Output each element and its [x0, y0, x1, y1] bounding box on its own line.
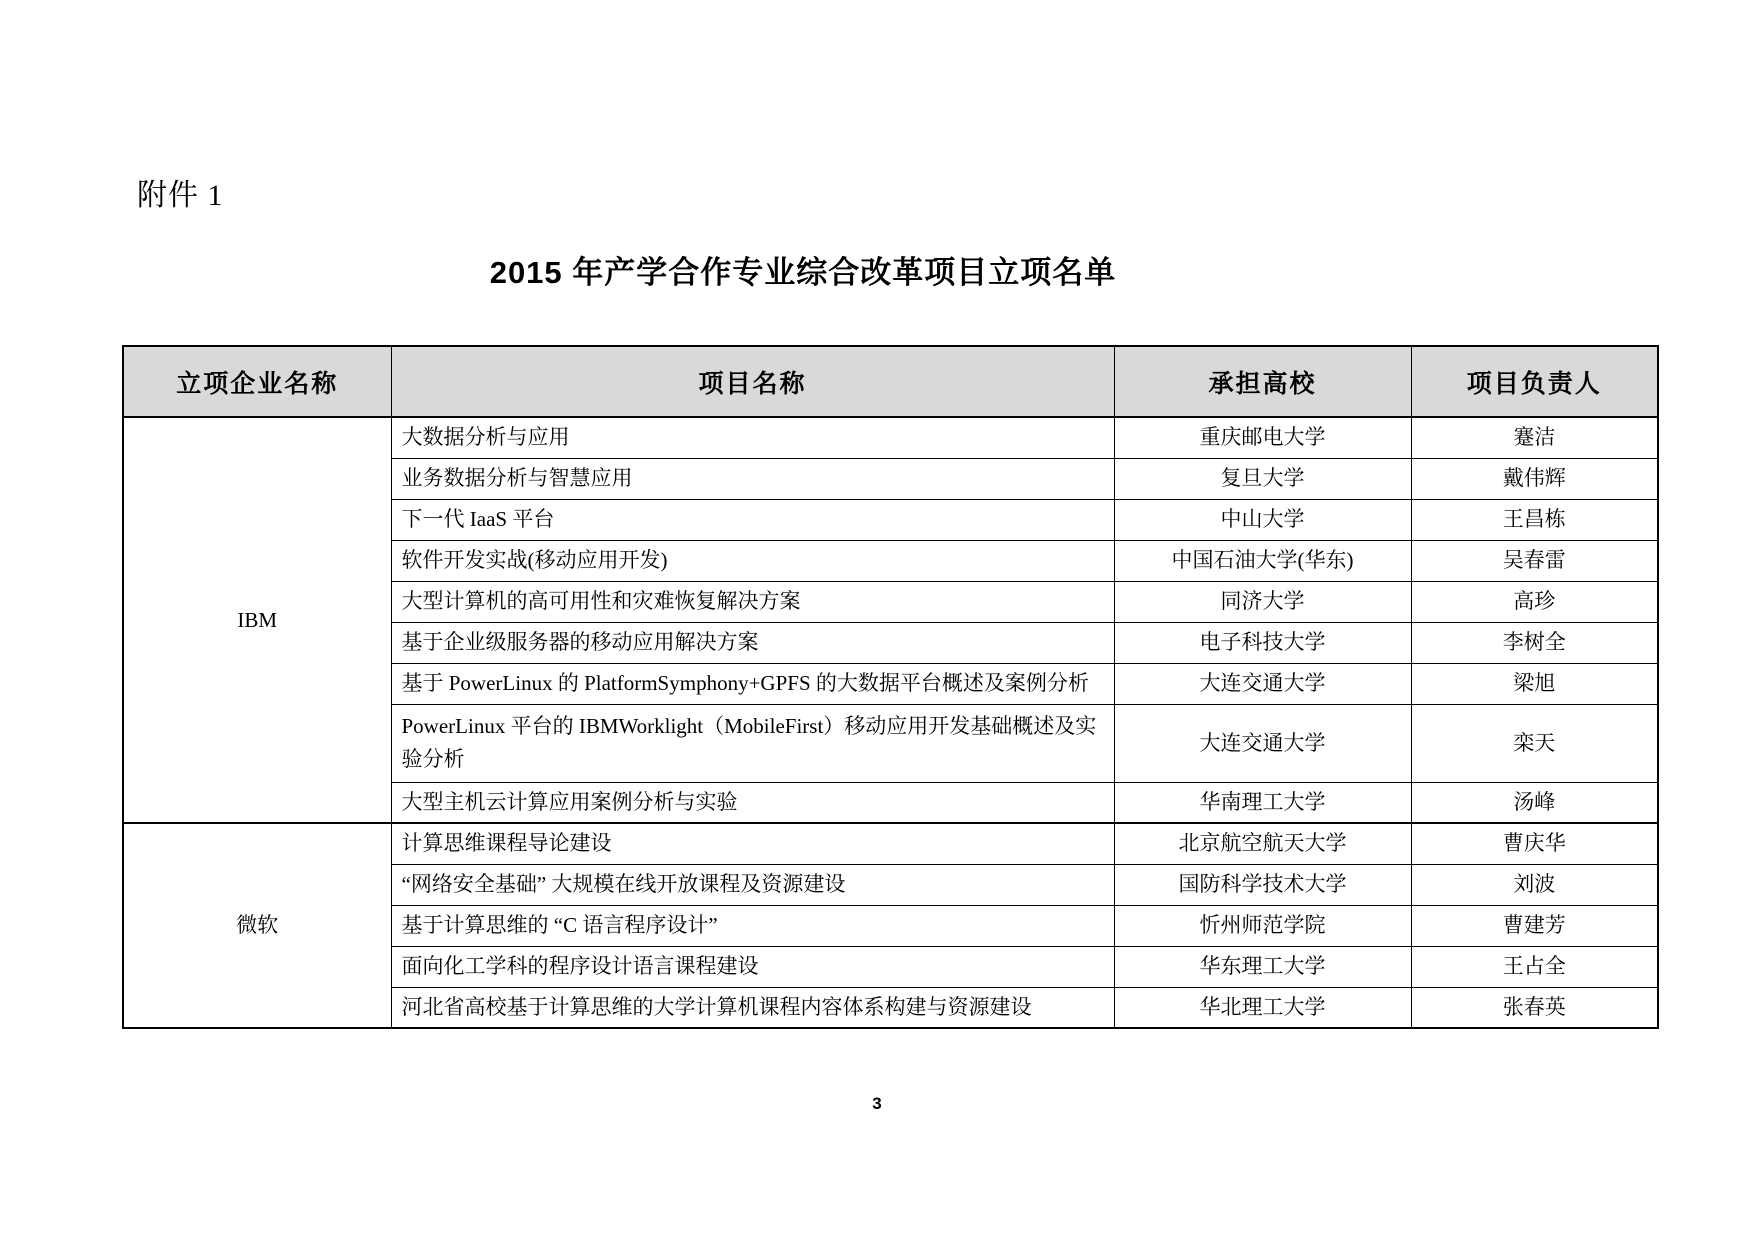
- university-cell: 大连交通大学: [1114, 663, 1411, 704]
- leader-cell: 吴春雷: [1411, 540, 1658, 581]
- university-cell: 华东理工大学: [1114, 946, 1411, 987]
- project-cell: 计算思维课程导论建设: [391, 823, 1114, 864]
- leader-cell: 高珍: [1411, 581, 1658, 622]
- company-cell: 微软: [123, 823, 391, 1028]
- leader-cell: 王占全: [1411, 946, 1658, 987]
- projects-table-container: [122, 345, 1659, 1029]
- university-cell: 重庆邮电大学: [1114, 417, 1411, 458]
- university-cell: 北京航空航天大学: [1114, 823, 1411, 864]
- column-header-company: 立项企业名称: [123, 346, 391, 417]
- leader-cell: 栾天: [1411, 704, 1658, 782]
- university-cell: 国防科学技术大学: [1114, 864, 1411, 905]
- column-header-university: 承担高校: [1114, 346, 1411, 417]
- table-row: [123, 823, 1658, 864]
- projects-table: [122, 345, 1659, 1029]
- leader-cell: 刘波: [1411, 864, 1658, 905]
- page-title: 2015 年产学合作专业综合改革项目立项名单: [489, 255, 1117, 290]
- page-number: 3: [872, 1094, 882, 1113]
- project-cell: 大型主机云计算应用案例分析与实验: [391, 782, 1114, 823]
- university-cell: 电子科技大学: [1114, 622, 1411, 663]
- university-cell: 中国石油大学(华东): [1114, 540, 1411, 581]
- leader-cell: 蹇洁: [1411, 417, 1658, 458]
- project-cell: 软件开发实战(移动应用开发): [391, 540, 1114, 581]
- leader-cell: 曹建芳: [1411, 905, 1658, 946]
- leader-cell: 梁旭: [1411, 663, 1658, 704]
- project-cell: 下一代 IaaS 平台: [391, 499, 1114, 540]
- column-header-leader: 项目负责人: [1411, 346, 1658, 417]
- project-cell: 河北省高校基于计算思维的大学计算机课程内容体系构建与资源建设: [391, 987, 1114, 1028]
- leader-cell: 曹庆华: [1411, 823, 1658, 864]
- project-cell: 基于 PowerLinux 的 PlatformSymphony+GPFS 的大数据平台概述及案例分析: [391, 663, 1114, 704]
- university-cell: 华北理工大学: [1114, 987, 1411, 1028]
- university-cell: 忻州师范学院: [1114, 905, 1411, 946]
- project-cell: 基于企业级服务器的移动应用解决方案: [391, 622, 1114, 663]
- leader-cell: 戴伟辉: [1411, 458, 1658, 499]
- company-cell: IBM: [123, 417, 391, 823]
- university-cell: 大连交通大学: [1114, 704, 1411, 782]
- university-cell: 复旦大学: [1114, 458, 1411, 499]
- project-cell: 大型计算机的高可用性和灾难恢复解决方案: [391, 581, 1114, 622]
- project-cell: 大数据分析与应用: [391, 417, 1114, 458]
- university-cell: 中山大学: [1114, 499, 1411, 540]
- table-row: [123, 417, 1658, 458]
- university-cell: 同济大学: [1114, 581, 1411, 622]
- column-header-project: 项目名称: [391, 346, 1114, 417]
- leader-cell: 汤峰: [1411, 782, 1658, 823]
- attachment-label: 附件 1: [137, 179, 224, 212]
- project-cell: PowerLinux 平台的 IBMWorklight（MobileFirst）移动应用开发基础概述及实验分析: [391, 704, 1114, 782]
- university-cell: 华南理工大学: [1114, 782, 1411, 823]
- project-cell: 基于计算思维的 “C 语言程序设计”: [391, 905, 1114, 946]
- project-cell: 业务数据分析与智慧应用: [391, 458, 1114, 499]
- header-row: [123, 346, 1658, 417]
- project-cell: “网络安全基础” 大规模在线开放课程及资源建设: [391, 864, 1114, 905]
- leader-cell: 李树全: [1411, 622, 1658, 663]
- leader-cell: 张春英: [1411, 987, 1658, 1028]
- project-cell: 面向化工学科的程序设计语言课程建设: [391, 946, 1114, 987]
- leader-cell: 王昌栋: [1411, 499, 1658, 540]
